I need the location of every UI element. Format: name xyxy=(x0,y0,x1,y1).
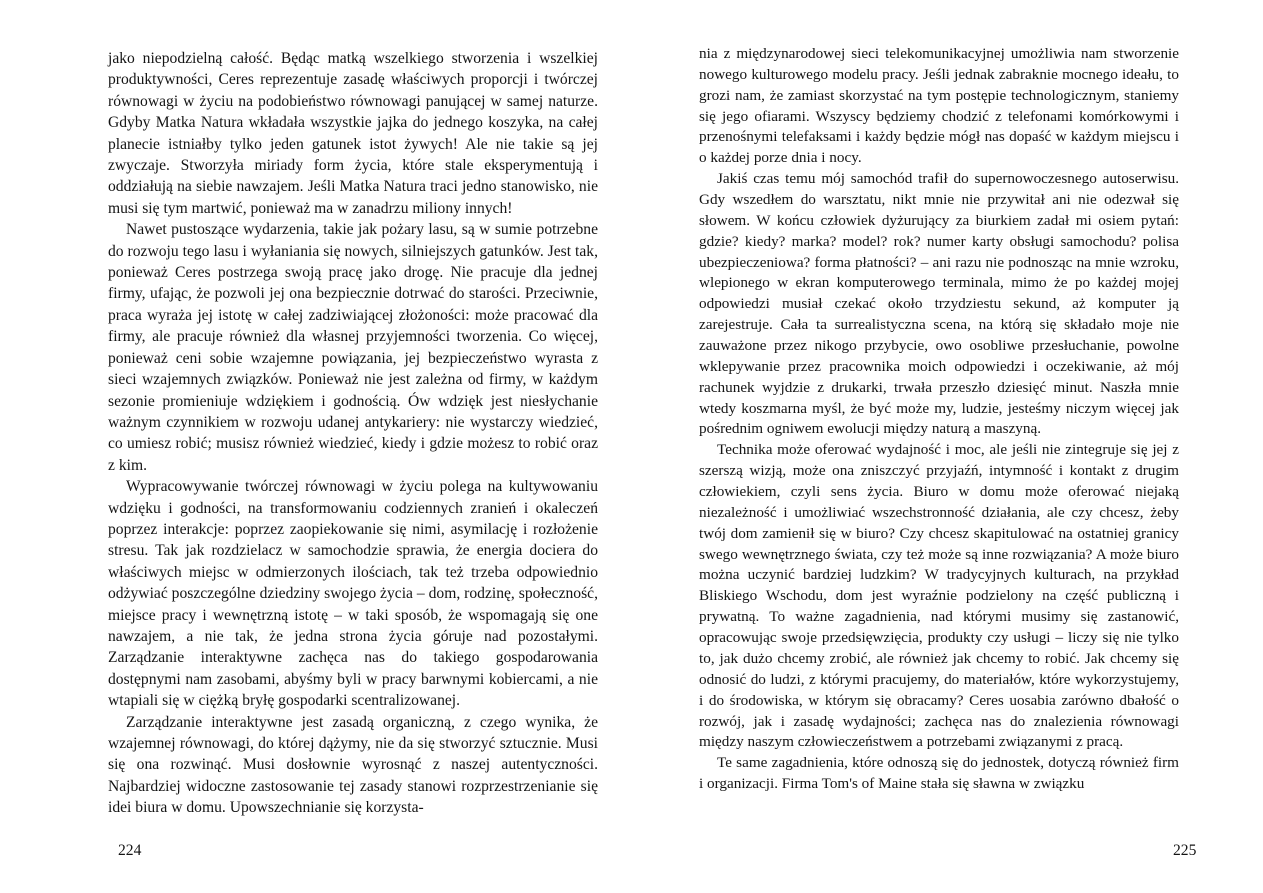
left-paragraph-4: Zarządzanie interaktywne jest zasadą organiczną, z czego wynika, że wzajemnej równowagi, do której dążymy, nie da się stworzyć sztucznie. Musi się ona rozwinąć. Musi dosłownie wyrosnąć z naszej autentyczności. Najbardziej widoczne zastosowanie tej zasady stanowi rozprzestrzenianie się idei biura w domu. Upowszechnianie się korzysta- xyxy=(108,713,598,817)
right-page xyxy=(631,0,1263,893)
left-page-number: 224 xyxy=(118,842,142,859)
left-page xyxy=(0,0,631,893)
left-paragraph-3: Wypracowywanie twórczej równowagi w życiu polega na kultywowaniu wdzięku i godności, na transformowaniu codziennych zranień i okaleczeń poprzez interakcje: poprzez zaopiekowanie się nimi, asymilację i rozłożenie stresu. Tak jak rozdzielacz w samochodzie sprawia, że energia dociera do właściwych miejsc w odmierzonych ilościach, tak też trzeba odpowiednio odżywiać poszczególne dziedziny swojego życia – dom, rodzinę, społeczność, miejsce pracy i wewnętrzną istotę – w taki sposób, że wspomagają się one nawzajem, a nie tak, że jedna strona życia góruje nad pozostałymi. Zarządzanie interaktywne zachęca nas do takiego gospodarowania dostępnymi nam zasobami, abyśmy byli w pracy barwnymi kobiercami, a nie wtapiali się w ciężką bryłę gospodarki scentralizowanej. xyxy=(108,478,598,710)
left-page-text-column xyxy=(108,48,598,819)
right-paragraph-4: Te same zagadnienia, które odnoszą się do jednostek, dotyczą również firm i organizacji. Firma Tom's of Maine stała się sławna w związku xyxy=(699,754,1179,793)
left-paragraph-1: jako niepodzielną całość. Będąc matką wszelkiego stworzenia i wszelkiej produktywności, Ceres reprezentuje zasadę właściwych proporcji i twórczej równowagi w życiu na podobieństwo równowagi panującej w samej naturze. Gdyby Matka Natura wkładała wszystkie jajka do jednego koszyka, na całej planecie istniałby tylko jeden gatunek istot żywych! Ale nie takie są jej zwyczaje. Stworzyła miriady form życia, które stale eksperymentują i oddziałują na siebie nawzajem. Jeśli Matka Natura traci jedno stanowisko, nie musi się tym martwić, ponieważ ma w zanadrzu miliony innych! xyxy=(108,50,598,217)
left-paragraph-2: Nawet pustoszące wydarzenia, takie jak pożary lasu, są w sumie potrzebne do rozwoju tego lasu i wyłaniania się nowych, silniejszych gatunków. Jest tak, ponieważ Ceres postrzega swoją pracę jako drogę. Nie pracuje dla jednej firmy, ufając, że pozwoli jej ona bezpiecznie dotrwać do starości. Przeciwnie, praca wyraża jej istotę w całej zadziwiającej złożoności: może pracować dla firmy, ale pracuje również dla własnej przyjemności tworzenia. Co więcej, ponieważ ceni sobie wzajemne powiązania, jej bezpieczeństwo wyrasta z sieci wzajemnych związków. Ponieważ nie jest zależna od firmy, w każdym sezonie promieniuje wdziękiem i godnością. Ów wdzięk jest niesłychanie ważnym czynnikiem w rozwoju udanej antykariery: nie wystarczy wiedzieć, co umiesz robić; musisz również wiedzieć, kiedy i gdzie możesz to robić oraz z kim. xyxy=(108,221,598,474)
right-page-text-column xyxy=(699,44,1179,795)
right-page-number: 225 xyxy=(1173,842,1197,859)
right-paragraph-2: Jakiś czas temu mój samochód trafił do supernowoczesnego autoserwisu. Gdy wszedłem do warsztatu, nikt mnie nie przywitał ani nie odezwał się słowem. W końcu człowiek dyżurujący za biurkiem zadał mi osiem pytań: gdzie? kiedy? marka? model? rok? numer karty obsługi samochodu? polisa ubezpieczeniowa? forma płatności? – ani razu nie podnosząc na mnie wzroku, wlepionego w ekran komputerowego terminala, mimo że po każdej mojej odpowiedzi musiał czekać około trzydziestu sekund, aż komputer ją zarejestruje. Cała ta surrealistyczna scena, na którą się składało moje nie zauważone przez nikogo przybycie, owo osobliwe przesłuchanie, powolne wklepywanie przez pracownika moich odpowiedzi i oczekiwanie, aż mój rachunek wyjdzie z drukarki, trwała przeszło dziesięć minut. Naszła mnie wtedy koszmarna myśl, że być może my, ludzie, jesteśmy niczym więcej jak pośrednim ogniwem ewolucji między naturą a maszyną. xyxy=(699,170,1179,438)
right-paragraph-3: Technika może oferować wydajność i moc, ale jeśli nie zintegruje się jej z szerszą wizją, może ona zniszczyć przyjaźń, intymność i kontakt z drugim człowiekiem, czyli sens życia. Biuro w domu może oferować niejaką niezależność i umożliwiać wszechstronność działania, ale czy chcesz, żeby twój dom zamienił się w biuro? Czy chcesz skapitulować na ostatniej granicy swego wewnętrznego świata, czy też może są inne rozwiązania? A może biuro można uczynić bardziej ludzkim? W tradycyjnych kulturach, na przykład Bliskiego Wschodu, dom jest wyraźnie podzielony na część publiczną i prywatną. To ważne zagadnienia, nad którymi musimy się zastanowić, opracowując swoje przedsięwzięcia, produkty czy usługi – liczy się nie tylko to, jak dużo chcemy zrobić, ale również jak chcemy to robić. Jak chcemy się odnosić do ludzi, z którymi pracujemy, do materiałów, które wykorzystujemy, i do środowiska, w którym się obracamy? Ceres uosabia zarówno dbałość o rozwój, jak i zasadę wydajności; zachęca nas do znalezienia równowagi między naszym człowieczeństwem a potrzebami związanymi z pracą. xyxy=(699,441,1179,751)
right-paragraph-1: nia z międzynarodowej sieci telekomunikacyjnej umożliwia nam stworzenie nowego kulturowego modelu pracy. Jeśli jednak zabraknie mocnego ideału, to grozi nam, że zamiast skorzystać na tym postępie technologicznym, staniemy się jego ofiarami. Wszyscy będziemy chodzić z telefonami komórkowymi i przenośnymi telefaksami i każdy będzie mógł nas dopaść w każdym miejscu i o każdej porze dnia i nocy. xyxy=(699,45,1179,167)
